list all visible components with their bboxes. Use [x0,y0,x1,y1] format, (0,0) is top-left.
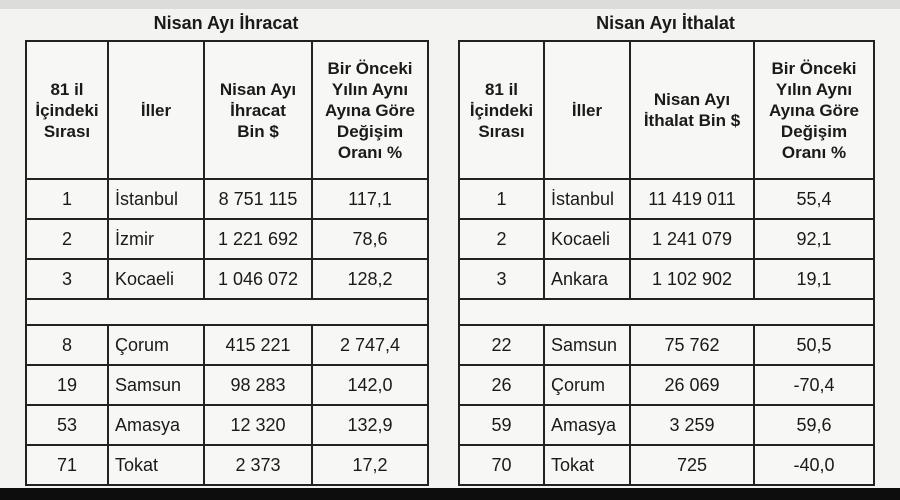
table-header-row [26,41,428,179]
header-value-line: Bin $ [237,121,279,141]
table-row [459,179,874,219]
value-cell: 1 241 079 [630,219,754,259]
header-rank-line: İçindeki [35,100,99,120]
rank-cell: 26 [459,365,544,405]
value-cell: 2 373 [204,445,312,485]
value-cell: 12 320 [204,405,312,445]
value-cell: 98 283 [204,365,312,405]
export-table [25,40,429,486]
header-change-line: Bir Önceki [771,58,857,78]
table-row [26,445,428,485]
table-row [26,259,428,299]
header-value-line: İhracat [230,100,286,120]
header-province [108,41,204,179]
value-cell: 725 [630,445,754,485]
top-margin-strip [0,0,900,9]
header-value-line: Nisan Ayı [653,90,731,109]
province-cell: Ankara [544,259,630,299]
table-separator-row [26,299,428,325]
table-header-row [459,41,874,179]
import-panel [458,10,873,486]
header-province-label: İller [140,100,172,120]
rank-cell: 8 [26,325,108,365]
province-cell: İstanbul [108,179,204,219]
value-cell: 1 221 692 [204,219,312,259]
header-change-line: Değişim [336,121,404,141]
header-change-line: Ayına Göre [324,100,416,120]
table-row [26,365,428,405]
header-rank [459,41,544,179]
province-cell: Amasya [108,405,204,445]
header-rank [26,41,108,179]
header-change-line: Bir Önceki [327,58,413,78]
table-row [26,219,428,259]
province-cell: Tokat [108,445,204,485]
header-rank-line: İçindeki [469,100,534,120]
header-rank-line: 81 il [50,79,84,99]
header-value-line: Nisan Ayı [219,79,297,99]
header-change-line: Ayına Göre [768,100,860,120]
value-cell: 1 102 902 [630,259,754,299]
table-row [26,325,428,365]
separator-cell [459,299,874,325]
header-change-line: Oranı % [337,142,403,162]
table-row [459,259,874,299]
change-cell: 78,6 [312,219,428,259]
change-cell: -70,4 [754,365,874,405]
change-cell: 142,0 [312,365,428,405]
header-change-line: Yılın Aynı [775,79,853,99]
rank-cell: 59 [459,405,544,445]
change-cell: 19,1 [754,259,874,299]
rank-cell: 22 [459,325,544,365]
header-province-label: İller [571,100,603,120]
separator-cell [26,299,428,325]
rank-cell: 53 [26,405,108,445]
change-cell: 128,2 [312,259,428,299]
header-value [204,41,312,179]
change-cell: 92,1 [754,219,874,259]
header-change-line: Oranı % [781,142,847,162]
table-separator-row [459,299,874,325]
header-value-line: İthalat Bin $ [643,111,741,130]
value-cell: 8 751 115 [204,179,312,219]
rank-cell: 3 [26,259,108,299]
header-change [312,41,428,179]
header-value [630,41,754,179]
rank-cell: 3 [459,259,544,299]
rank-cell: 1 [459,179,544,219]
import-table [458,40,875,486]
province-cell: Tokat [544,445,630,485]
table-row [26,179,428,219]
province-cell: Amasya [544,405,630,445]
header-province [544,41,630,179]
change-cell: 132,9 [312,405,428,445]
province-cell: Samsun [108,365,204,405]
header-rank-line: 81 il [484,79,519,99]
rank-cell: 19 [26,365,108,405]
import-table-title: Nisan Ayı İthalat [596,13,735,33]
province-cell: Çorum [544,365,630,405]
table-row [26,405,428,445]
table-row [459,405,874,445]
export-panel [25,10,427,486]
rank-cell: 1 [26,179,108,219]
table-row [459,365,874,405]
header-change-line: Yılın Aynı [331,79,409,99]
table-row [459,325,874,365]
change-cell: 50,5 [754,325,874,365]
header-rank-line: Sırası [478,121,525,141]
rank-cell: 71 [26,445,108,485]
rank-cell: 70 [459,445,544,485]
province-cell: İzmir [108,219,204,259]
value-cell: 11 419 011 [630,179,754,219]
table-row [459,445,874,485]
header-rank-line: Sırası [43,121,91,141]
change-cell: 2 747,4 [312,325,428,365]
change-cell: 59,6 [754,405,874,445]
change-cell: 17,2 [312,445,428,485]
value-cell: 1 046 072 [204,259,312,299]
province-cell: Samsun [544,325,630,365]
province-cell: Kocaeli [108,259,204,299]
rank-cell: 2 [26,219,108,259]
change-cell: -40,0 [754,445,874,485]
value-cell: 3 259 [630,405,754,445]
export-table-title: Nisan Ayı İhracat [153,13,299,33]
change-cell: 55,4 [754,179,874,219]
value-cell: 75 762 [630,325,754,365]
value-cell: 415 221 [204,325,312,365]
header-change [754,41,874,179]
rank-cell: 2 [459,219,544,259]
province-cell: İstanbul [544,179,630,219]
province-cell: Kocaeli [544,219,630,259]
change-cell: 117,1 [312,179,428,219]
header-change-line: Değişim [780,121,848,141]
province-cell: Çorum [108,325,204,365]
value-cell: 26 069 [630,365,754,405]
bottom-dark-bar [0,488,900,500]
table-row [459,219,874,259]
